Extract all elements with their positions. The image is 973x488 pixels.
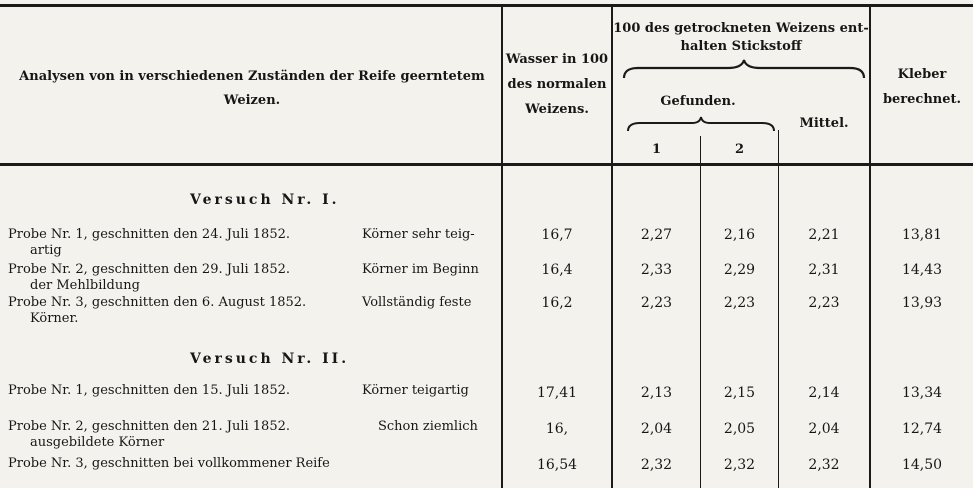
row-1-2-label-cont: der Mehlbildung (30, 278, 140, 293)
row-1-1-label-cont: artig (30, 243, 62, 258)
row-1-3-mittel: 2,23 (808, 295, 840, 311)
row-1-3-label-note: Vollständig feste (362, 295, 472, 310)
header-kleber-line-2: berechnet. (882, 92, 962, 107)
row-1-2-label-main: Probe Nr. 2, geschnitten den 29. Juli 1852. (8, 262, 290, 277)
header-wasser-line-3: Weizens. (525, 102, 589, 117)
header-kleber-line-1: Kleber (897, 67, 947, 82)
row-1-1-kleber: 13,81 (901, 227, 943, 243)
row-1-2-mittel: 2,31 (808, 262, 840, 278)
col-divider-2 (611, 6, 613, 488)
row-2-2-g2: 2,05 (723, 421, 756, 437)
section-title-2: Versuch Nr. II. (190, 351, 350, 367)
row-2-1-kleber: 13,34 (901, 385, 943, 401)
row-1-3-g2: 2,23 (723, 295, 756, 311)
top-rule (0, 4, 973, 7)
row-1-3-kleber: 13,93 (901, 295, 943, 311)
row-1-1-g1: 2,27 (640, 227, 673, 243)
section-title-1: Versuch Nr. I. (190, 192, 340, 208)
row-2-2-kleber: 12,74 (901, 421, 943, 437)
row-2-1-g1: 2,13 (640, 385, 673, 401)
row-1-3-label-main: Probe Nr. 3, geschnitten den 6. August 1852. (8, 295, 307, 310)
row-2-1-label-note: Körner teigartig (362, 383, 469, 398)
header-wasser-line-2: des normalen (507, 77, 607, 92)
row-1-1-g2: 2,16 (723, 227, 756, 243)
row-2-3-wasser: 16,54 (536, 457, 578, 473)
row-1-1-label-main: Probe Nr. 1, geschnitten den 24. Juli 1852. (8, 227, 290, 242)
row-2-1-mittel: 2,14 (808, 385, 840, 401)
row-1-1-label-note: Körner sehr teig- (362, 227, 475, 242)
row-2-1-g2: 2,15 (723, 385, 756, 401)
row-2-2-label-note: Schon ziemlich (378, 419, 478, 434)
row-2-2-label-cont: ausgebildete Körner (30, 435, 165, 450)
header-stickstoff-line-1: 100 des getrockneten Weizens ent- (613, 21, 869, 36)
row-2-3-kleber: 14,50 (901, 457, 943, 473)
header-wasser-line-1: Wasser in 100 (505, 52, 609, 67)
row-2-3-g1: 2,32 (640, 457, 673, 473)
row-1-2-kleber: 14,43 (901, 262, 943, 278)
header-brace-gefunden (626, 115, 776, 133)
header-gefunden: Gefunden. (660, 94, 736, 109)
row-1-2-label-note: Körner im Beginn (362, 262, 479, 277)
header-mittel: Mittel. (799, 116, 849, 131)
row-1-3-label-cont: Körner. (30, 311, 79, 326)
row-2-3-mittel: 2,32 (808, 457, 840, 473)
row-2-1-wasser: 17,41 (536, 385, 578, 401)
row-2-2-wasser: 16, (545, 421, 569, 437)
header-stickstoff-line-2: halten Stickstoff (680, 39, 802, 54)
row-2-3-label-main: Probe Nr. 3, geschnitten bei vollkommener Reife (8, 456, 330, 471)
header-analysis-line-1: Analysen von in verschiedenen Zuständen der Reife geerntetem (19, 69, 485, 84)
header-bottom-rule (0, 163, 973, 166)
header-analysis-line-2: Weizen. (223, 93, 281, 108)
header-sub-2: 2 (734, 142, 745, 157)
row-2-2-g1: 2,04 (640, 421, 673, 437)
row-1-1-wasser: 16,7 (541, 227, 573, 243)
row-2-3-g2: 2,32 (723, 457, 756, 473)
row-1-3-wasser: 16,2 (541, 295, 573, 311)
row-1-2-g1: 2,33 (640, 262, 673, 278)
row-2-1-label-main: Probe Nr. 1, geschnitten den 15. Juli 1852. (8, 383, 290, 398)
row-2-2-mittel: 2,04 (808, 421, 840, 437)
row-2-2-label-main: Probe Nr. 2, geschnitten den 21. Juli 1852. (8, 419, 290, 434)
header-brace-top (622, 58, 866, 80)
header-sub-1: 1 (651, 142, 662, 157)
row-1-1-mittel: 2,21 (808, 227, 840, 243)
row-1-2-g2: 2,29 (723, 262, 756, 278)
row-1-3-g1: 2,23 (640, 295, 673, 311)
row-1-2-wasser: 16,4 (541, 262, 573, 278)
